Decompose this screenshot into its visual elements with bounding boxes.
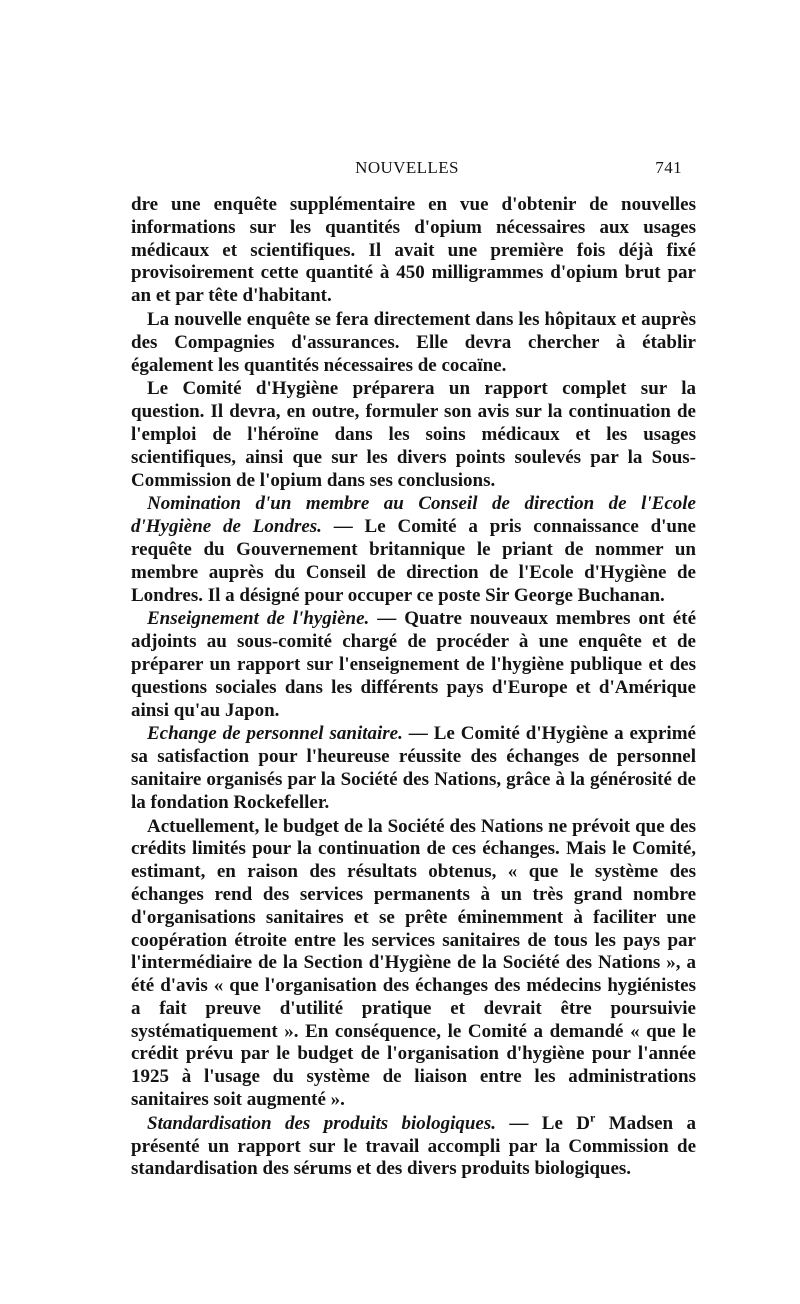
paragraph-6-text: — Le Comité d'Hygiène a exprimé sa satisfaction pour l'heureuse réussite des échanges de personnel sanitaire organisés par la Société des Nations, grâce à la générosité de la fondation Rockefeller. bbox=[131, 723, 696, 813]
paragraph-6 bbox=[131, 723, 696, 814]
paragraph-5-text: — Quatre nouveaux membres ont été adjoints au sous-comité chargé de procéder à une enquête et de préparer un rapport sur l'enseignement de l'hygiène publique et des questions sociales dans les différents pays d'Europe et d'Amérique ainsi qu'au Japon. bbox=[131, 608, 696, 721]
paragraph-8-text: — Le D bbox=[496, 1112, 590, 1134]
running-header bbox=[132, 158, 682, 182]
paragraph-8-text-continued: Madsen a présenté un rapport sur le travail accompli par la Commission de standardisation des sérums et des divers produits biologiques. bbox=[131, 1112, 696, 1180]
paragraph-1 bbox=[131, 194, 696, 308]
paragraph-2 bbox=[131, 309, 696, 377]
paragraph-3 bbox=[131, 378, 696, 492]
paragraph-7-text: Actuellement, le budget de la Société des Nations ne prévoit que des crédits limités pour la continuation de ces échanges. Mais le Comité, estimant, en raison des résultats obtenus, « que le système des échanges rend des services permanents à un très grand nombre d'organisations sanitaires et se prête éminemment à faciliter une coopération étroite entre les services sanitaires de tous les pays par l'intermédiaire de la Section d'Hygiène de la Société des Nations », a été d'avis « que l'organisation des échanges des médecins hygiénistes a fait preuve d'utilité pratique et devrait être poursuivie systématiquement ». En conséquence, le Comité a demandé « que le crédit prévu par le budget de l'organisation d'hygiène pour l'année 1925 à l'usage du système de liaison entre les administrations sanitaires soit augmenté ». bbox=[131, 815, 696, 1111]
paragraph-4-text: — Le Comité a pris connaissance d'une requête du Gouvernement britannique le priant de nommer un membre auprès du Conseil de direction de l'Ecole d'Hygiène de Londres. Il a désigné pour occuper ce poste Sir George Buchanan. bbox=[131, 516, 696, 606]
paragraph-8-superscript: r bbox=[590, 1110, 596, 1125]
paragraph-2-text: La nouvelle enquête se fera directement dans les hôpitaux et auprès des Compagnies d'assurances. Elle devra chercher à établir également les quantités nécessaires de cocaïne. bbox=[131, 308, 696, 376]
paragraph-1-text: dre une enquête supplémentaire en vue d'obtenir de nouvelles informations sur les quantités d'opium nécessaires aux usages médicaux et scientifiques. Il avait une première fois déjà fixé provisoirement cette quantité à 450 milligrammes d'opium brut par an et par tête d'habitant. bbox=[131, 194, 696, 307]
section-heading-hygiene-teaching: Enseignement de l'hygiène. bbox=[147, 608, 370, 630]
paragraph-4 bbox=[131, 493, 696, 607]
paragraph-3-text: Le Comité d'Hygiène préparera un rapport complet sur la question. Il devra, en outre, formuler son avis sur la continuation de l'emploi de l'héroïne dans les soins médicaux et les usages scientifiques, ainsi que sur les divers points soulevés par la Sous-Commission de l'opium dans ses conclusions. bbox=[131, 378, 696, 491]
page-number: 741 bbox=[655, 158, 682, 177]
body-text bbox=[131, 194, 696, 1181]
header-title: NOUVELLES bbox=[355, 158, 459, 177]
paragraph-5 bbox=[131, 608, 696, 722]
paragraph-8 bbox=[131, 1110, 696, 1181]
section-heading-personnel-exchange: Echange de personnel sanitaire. bbox=[147, 723, 403, 745]
section-heading-standardisation: Standardisation des produits biologiques. bbox=[147, 1112, 496, 1134]
paragraph-7 bbox=[131, 816, 696, 1112]
section-heading-london-school: Nomination d'un membre au Conseil de direction de l'Ecole d'Hygiène de Londres. bbox=[131, 493, 696, 538]
